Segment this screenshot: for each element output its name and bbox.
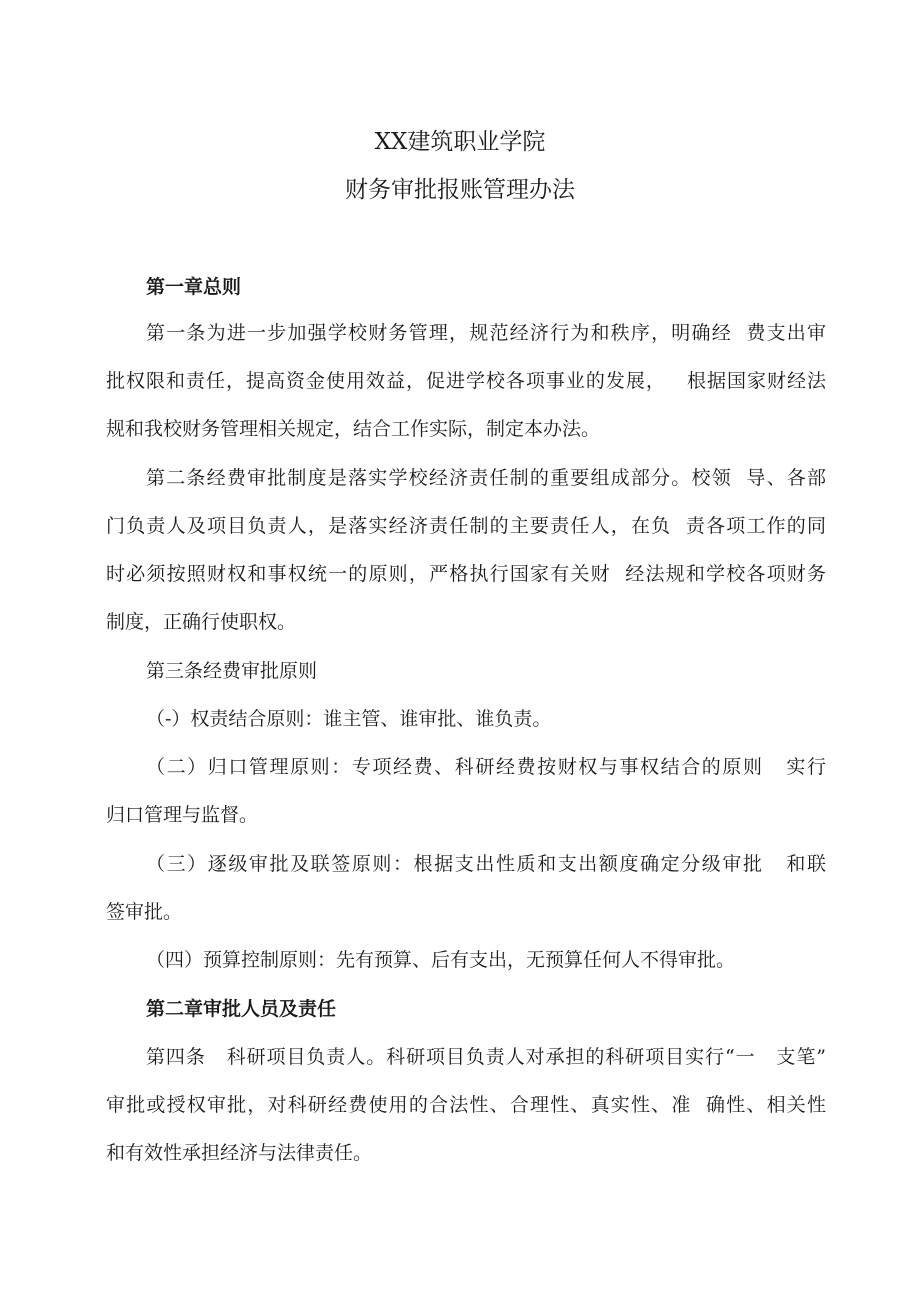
- article-2-line-3: 时必须按照财权和事权统一的原则，严格执行国家有关财 经法规和学校各项财务: [106, 563, 826, 585]
- principle-3-line-2: 签审批。: [106, 901, 183, 923]
- article-1-line-2: 批权限和责任，提高资金使用效益，促进学校各项事业的发展， 根据国家财经法: [106, 370, 826, 392]
- article-4-line-3: 和有效性承担经济与法律责任。: [106, 1142, 373, 1164]
- principle-4: （四）预算控制原则：先有预算、后有支出，无预算任何人不得审批。: [146, 949, 736, 971]
- article-1-line-3: 规和我校财务管理相关规定，结合工作实际，制定本办法。: [106, 418, 601, 440]
- document-title-regulation: 财务审批报账管理办法: [345, 177, 575, 203]
- article-2-line-1: 第二条经费审批制度是落实学校经济责任制的重要组成部分。校领 导、各部: [146, 467, 826, 489]
- principle-3-line-1: （三）逐级审批及联签原则：根据支出性质和支出额度确定分级审批 和联: [146, 853, 826, 875]
- principle-2-line-2: 归口管理与监督。: [106, 804, 259, 826]
- document-title-school: XX建筑职业学院: [374, 129, 546, 155]
- chapter-1-heading: 第一章总则: [146, 276, 242, 298]
- principle-2-line-1: （二）归口管理原则：专项经费、科研经费按财权与事权结合的原则 实行: [146, 756, 826, 778]
- chapter-2-heading: 第二章审批人员及责任: [146, 998, 337, 1020]
- article-4-line-1: 第四条 科研项目负责人。科研项目负责人对承担的科研项目实行“一 支笔”: [146, 1046, 826, 1068]
- article-4-line-2: 审批或授权审批，对科研经费使用的合法性、合理性、真实性、准 确性、相关性: [106, 1094, 826, 1116]
- article-2-line-2: 门负责人及项目负责人，是落实经济责任制的主要责任人，在负 责各项工作的同: [106, 515, 826, 537]
- article-2-line-4: 制度，正确行使职权。: [106, 611, 297, 633]
- article-1-line-1: 第一条为进一步加强学校财务管理，规范经济行为和秩序，明确经 费支出审: [146, 322, 826, 344]
- article-3-heading: 第三条经费审批原则: [146, 660, 318, 682]
- principle-1: （-）权责结合原则：谁主管、谁审批、谁负责。: [146, 708, 552, 730]
